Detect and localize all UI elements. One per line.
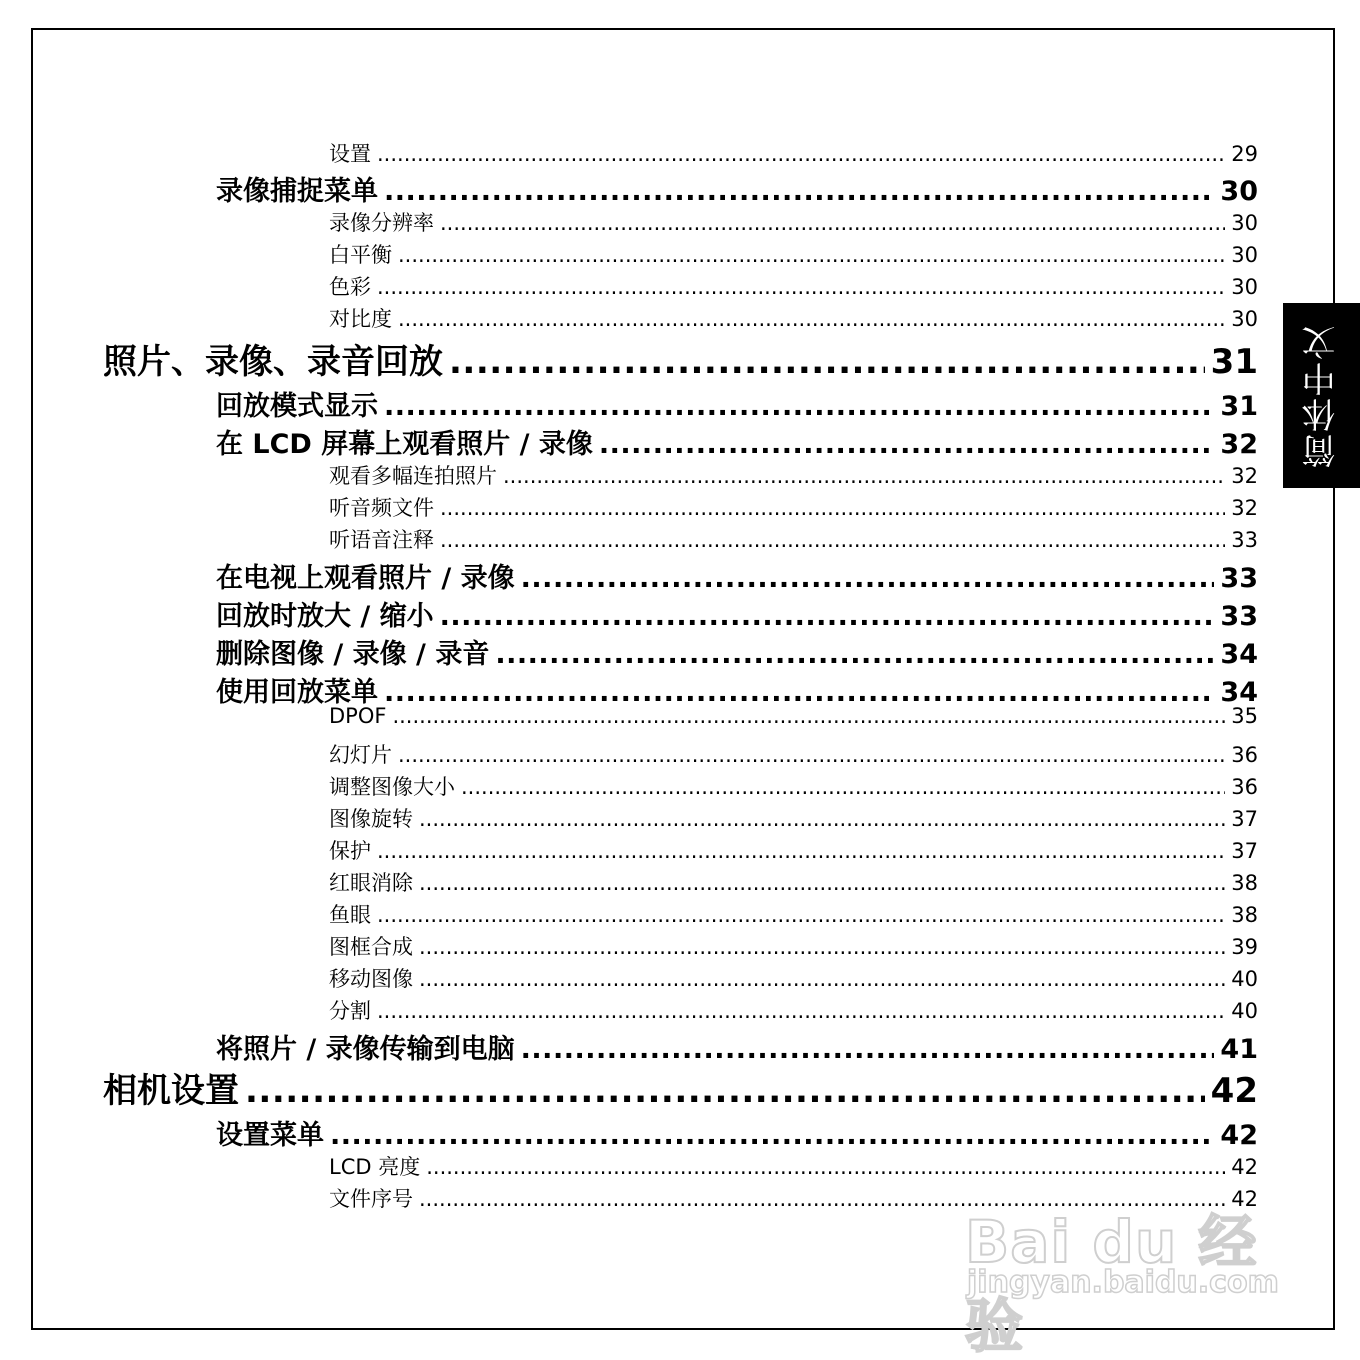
toc-entry-page: 41 — [1220, 1034, 1258, 1065]
dot-leader — [377, 142, 1225, 166]
toc-entry-title: 移动图像 — [329, 967, 413, 991]
toc-entry-title: 照片、录像、录音回放 — [103, 342, 443, 382]
toc-entry-page: 38 — [1231, 871, 1258, 895]
toc-entry-title: 对比度 — [329, 307, 392, 331]
toc-entry-page: 42 — [1210, 1071, 1258, 1111]
toc-entry-page: 30 — [1231, 211, 1258, 235]
toc-entry-page: 30 — [1231, 275, 1258, 299]
toc-entry-page: 30 — [1231, 243, 1258, 267]
dot-leader — [419, 935, 1225, 959]
dot-leader — [521, 1034, 1215, 1065]
dot-leader — [440, 496, 1225, 520]
toc-entry-page: 40 — [1231, 967, 1258, 991]
toc-entry-title: 录像分辨率 — [329, 211, 434, 235]
toc-entry-page: 40 — [1231, 999, 1258, 1023]
watermark-brand: Bai du 经验 — [965, 1208, 1258, 1360]
toc-entry[interactable] — [103, 1063, 1258, 1111]
toc-entry-page: 30 — [1231, 307, 1258, 331]
toc-entry-page: 37 — [1231, 839, 1258, 863]
toc-entry[interactable] — [216, 169, 1258, 207]
dot-leader — [419, 1187, 1225, 1211]
dot-leader — [521, 563, 1215, 594]
toc-entry-page: 36 — [1231, 775, 1258, 799]
toc-entry[interactable] — [329, 963, 1258, 991]
toc-entry-title: 保护 — [329, 839, 371, 863]
toc-entry[interactable] — [216, 670, 1258, 708]
toc-entry-page: 33 — [1220, 563, 1258, 594]
toc-entry[interactable] — [329, 1151, 1258, 1179]
toc-entry[interactable] — [216, 384, 1258, 422]
toc-entry[interactable] — [329, 524, 1258, 552]
toc-entry[interactable] — [329, 460, 1258, 488]
toc-entry[interactable] — [216, 1027, 1258, 1065]
toc-entry[interactable] — [329, 1183, 1258, 1211]
dot-leader — [377, 275, 1225, 299]
toc-entry-title: 相机设置 — [103, 1071, 239, 1111]
toc-entry-page: 32 — [1220, 429, 1258, 460]
toc-entry[interactable] — [329, 303, 1258, 331]
toc-entry-title: 鱼眼 — [329, 903, 371, 927]
toc-entry[interactable] — [329, 704, 1258, 732]
toc-entry-title: 听音频文件 — [329, 496, 434, 520]
toc-entry-page: 36 — [1231, 743, 1258, 767]
toc-entry-page: 34 — [1220, 677, 1258, 708]
toc-entry[interactable] — [329, 739, 1258, 767]
dot-leader — [377, 839, 1225, 863]
toc-entry-page: 31 — [1220, 391, 1258, 422]
toc-entry[interactable] — [216, 422, 1258, 460]
toc-entry[interactable] — [329, 995, 1258, 1023]
dot-leader — [495, 639, 1214, 670]
toc-entry-title: 色彩 — [329, 275, 371, 299]
dot-leader — [398, 243, 1225, 267]
toc-entry-page: 31 — [1210, 342, 1258, 382]
dot-leader — [599, 429, 1215, 460]
toc-entry-title: LCD 亮度 — [329, 1155, 421, 1179]
toc-entry-page: 29 — [1231, 142, 1258, 166]
toc-entry-title: 设置 — [329, 142, 371, 166]
toc-entry[interactable] — [329, 899, 1258, 927]
toc-entry-title: 录像捕捉菜单 — [216, 176, 378, 207]
language-tab — [1283, 303, 1360, 488]
toc-entry-page: 42 — [1220, 1120, 1258, 1151]
dot-leader — [384, 176, 1214, 207]
dot-leader — [426, 1155, 1225, 1179]
toc-entry[interactable] — [329, 867, 1258, 895]
dot-leader — [384, 391, 1214, 422]
dot-leader — [461, 775, 1225, 799]
dot-leader — [440, 601, 1215, 632]
dot-leader — [503, 464, 1225, 488]
toc-entry-title: 调整图像大小 — [329, 775, 455, 799]
toc-entry-page: 42 — [1231, 1155, 1258, 1179]
toc-entry-page: 42 — [1231, 1187, 1258, 1211]
toc-entry-page: 33 — [1220, 601, 1258, 632]
toc-entry[interactable] — [329, 771, 1258, 799]
toc-entry[interactable] — [329, 492, 1258, 520]
toc-entry-page: 32 — [1231, 464, 1258, 488]
dot-leader — [377, 999, 1225, 1023]
toc-entry[interactable] — [329, 931, 1258, 959]
dot-leader — [449, 342, 1205, 382]
dot-leader — [398, 743, 1225, 767]
toc-entry-page: 39 — [1231, 935, 1258, 959]
dot-leader — [419, 967, 1225, 991]
toc-entry-title: 观看多幅连拍照片 — [329, 464, 497, 488]
toc-entry-title: DPOF — [329, 704, 387, 728]
toc-entry-title: 在 LCD 屏幕上观看照片 / 录像 — [216, 429, 593, 460]
toc-entry-title: 在电视上观看照片 / 录像 — [216, 563, 515, 594]
toc-entry-title: 将照片 / 录像传输到电脑 — [216, 1034, 515, 1065]
toc-entry-title: 分割 — [329, 999, 371, 1023]
toc-entry[interactable] — [216, 594, 1258, 632]
watermark-url: jingyan.baidu.com — [967, 1265, 1279, 1300]
toc-entry[interactable] — [103, 334, 1258, 382]
toc-entry-title: 红眼消除 — [329, 871, 413, 895]
toc-entry-page: 30 — [1220, 176, 1258, 207]
dot-leader — [398, 307, 1225, 331]
toc-entry[interactable] — [216, 556, 1258, 594]
dot-leader — [440, 211, 1225, 235]
dot-leader — [392, 704, 1225, 728]
toc-entry-title: 文件序号 — [329, 1187, 413, 1211]
toc-entry-title: 回放时放大 / 缩小 — [216, 601, 434, 632]
toc-entry-title: 使用回放菜单 — [216, 677, 378, 708]
toc-entry-page: 38 — [1231, 903, 1258, 927]
toc-entry[interactable] — [329, 239, 1258, 267]
toc-entry[interactable] — [329, 835, 1258, 863]
toc-entry-title: 回放模式显示 — [216, 391, 378, 422]
toc-entry-page: 33 — [1231, 528, 1258, 552]
toc-entry-title: 白平衡 — [329, 243, 392, 267]
toc-entry-title: 幻灯片 — [329, 743, 392, 767]
dot-leader — [245, 1071, 1205, 1111]
toc-entry-title: 图像旋转 — [329, 807, 413, 831]
toc-entry-page: 37 — [1231, 807, 1258, 831]
dot-leader — [419, 871, 1225, 895]
toc-entry-title: 听语音注释 — [329, 528, 434, 552]
toc-entry-page: 35 — [1231, 704, 1258, 728]
toc-entry[interactable] — [216, 632, 1258, 670]
toc-entry[interactable] — [329, 207, 1258, 235]
dot-leader — [330, 1120, 1214, 1151]
dot-leader — [419, 807, 1225, 831]
toc-entry[interactable] — [329, 138, 1258, 166]
language-tab-label: 简体中文 — [1302, 323, 1342, 468]
toc-entry-page: 32 — [1231, 496, 1258, 520]
toc-entry[interactable] — [329, 803, 1258, 831]
toc-entry[interactable] — [216, 1113, 1258, 1151]
toc-entry-page: 34 — [1220, 639, 1258, 670]
toc-entry-title: 删除图像 / 录像 / 录音 — [216, 639, 490, 670]
dot-leader — [377, 903, 1225, 927]
toc-entry-title: 设置菜单 — [216, 1120, 324, 1151]
dot-leader — [440, 528, 1225, 552]
toc-entry[interactable] — [329, 271, 1258, 299]
toc-entry-title: 图框合成 — [329, 935, 413, 959]
